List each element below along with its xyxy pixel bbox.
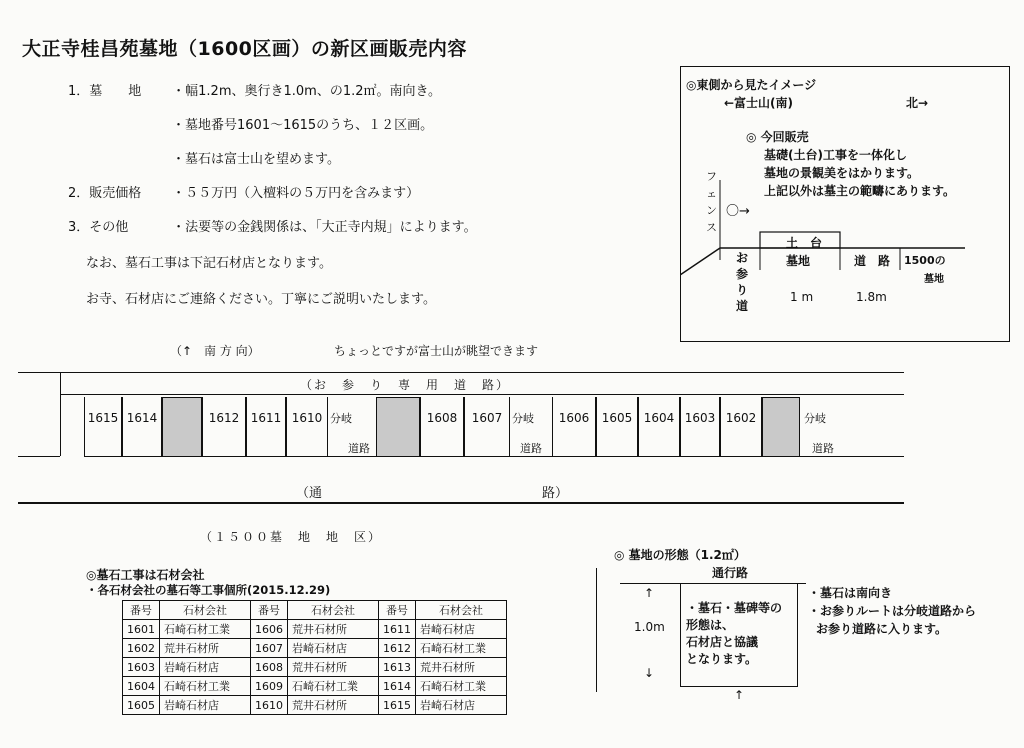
plot-number-cell: 1604: [123, 677, 160, 696]
area-label: （１５００墓 地 地 区）: [200, 530, 383, 544]
plot-1608: 1608: [420, 397, 464, 457]
company-cell: 岩崎石材店: [288, 639, 379, 658]
east-view-heading: ◎東側から見たイメージ: [686, 78, 817, 92]
company-cell: 岩崎石材店: [416, 696, 507, 715]
passage-label: 通行路: [712, 566, 749, 580]
plot-number-cell: 1609: [251, 677, 288, 696]
company-cell: 石崎石材工業: [160, 620, 251, 639]
plot-1604: 1604: [638, 397, 680, 457]
info-label-3: 3．その他: [68, 220, 129, 235]
table-row: [123, 658, 507, 677]
info-price: ・５５万円（入檀料の５万円を含みます）: [172, 186, 420, 201]
shape-heading: ◎ 墓地の形態（1.2㎡）: [614, 548, 746, 562]
info-item-2: [68, 182, 419, 201]
sale-line-2: 墓地の景観美をはかります。: [764, 166, 920, 180]
plot-number-cell: 1611: [379, 620, 416, 639]
sale-line-3: 上記以外は墓主の範疇にあります。: [764, 184, 956, 198]
area-1500-sub: 墓地: [924, 274, 944, 285]
east-view-profile: [680, 170, 1008, 340]
grave-plot-line: 形態は、: [686, 618, 735, 632]
grave-label: 墓地: [786, 254, 811, 268]
plot-number-cell: 1610: [251, 696, 288, 715]
table-row: [123, 677, 507, 696]
sale-heading: ◎ 今回販売: [746, 130, 809, 144]
grave-plot-line: ・墓石・墓碑等の: [686, 601, 783, 615]
col-header: 番号: [379, 601, 416, 620]
plot-number-cell: 1602: [123, 639, 160, 658]
company-cell: 荒井石材所: [288, 658, 379, 677]
companies-subheading: ・各石材会社の墓石等工事個所(2015.12.29): [86, 583, 331, 597]
company-cell: 岩崎石材店: [160, 658, 251, 677]
fence-label: フェンス: [706, 170, 717, 234]
company-cell: 石崎石材工業: [416, 677, 507, 696]
fuji-note: ちょっとですが富士山が眺望できます: [334, 344, 539, 358]
plot-number-cell: 1607: [251, 639, 288, 658]
map-left-border: [60, 372, 61, 456]
company-cell: 荒井石材所: [416, 658, 507, 677]
shape-left-line: [596, 568, 597, 692]
direction-south: ←富士山(南): [724, 96, 794, 110]
plot-1607: 1607: [464, 397, 510, 457]
info-note-1: なお、墓石工事は下記石材店となります。: [86, 256, 332, 271]
branch-label-3a: 分岐: [804, 412, 826, 425]
plot-sold: [762, 397, 800, 457]
grave-plot-line: となります。: [686, 652, 758, 666]
plot-1605: 1605: [596, 397, 638, 457]
width-road: 1.8m: [856, 290, 887, 304]
info-line-1c: ・墓石は富士山を望めます。: [172, 152, 340, 167]
viewpoint-marker: 〇→: [726, 204, 750, 219]
col-header: 番号: [123, 601, 160, 620]
plot-number-cell: 1606: [251, 620, 288, 639]
arrow-down-icon: ↓: [644, 666, 655, 680]
map-lower-line: [84, 456, 904, 457]
depth-label: 1.0m: [634, 620, 665, 634]
page-title: 大正寺桂昌苑墓地（1600区画）の新区画販売内容: [22, 38, 467, 60]
table-row: [123, 620, 507, 639]
approach-road-label: （お 参 り 専 用 道 路）: [300, 378, 511, 392]
col-header: 石材会社: [416, 601, 507, 620]
company-cell: 岩崎石材店: [160, 696, 251, 715]
plot-1602: 1602: [720, 397, 762, 457]
col-header: 番号: [251, 601, 288, 620]
branch-label-2a: 分岐: [512, 412, 534, 425]
info-label-2: 2．販売価格: [68, 186, 142, 201]
map-top-line: [18, 372, 904, 373]
company-cell: 石崎石材工業: [160, 677, 251, 696]
branch-label-1b: 道路: [348, 442, 370, 455]
table-row: [123, 639, 507, 658]
company-cell: 荒井石材所: [160, 639, 251, 658]
col-header: 石材会社: [160, 601, 251, 620]
company-cell: 石崎石材工業: [288, 677, 379, 696]
info-line-1a: ・幅1.2m、奥行き1.0m、の1.2㎡。南向き。: [172, 84, 441, 99]
plot-1606: 1606: [552, 397, 596, 457]
branch-label-1a: 分岐: [330, 412, 352, 425]
col-header: 石材会社: [288, 601, 379, 620]
table-row: [123, 696, 507, 715]
info-other: ・法要等の金銭関係は、「大正寺内規」によります。: [172, 220, 477, 235]
width-grave: 1 m: [790, 290, 814, 304]
plot-number-cell: 1614: [379, 677, 416, 696]
plot-1612: 1612: [202, 397, 246, 457]
companies-heading: ◎墓石工事は石材会社: [86, 568, 205, 582]
area-1500-label: 1500の: [904, 254, 946, 267]
plot-number-cell: 1605: [123, 696, 160, 715]
plot-number-cell: 1612: [379, 639, 416, 658]
plot-1610: 1610: [286, 397, 328, 457]
shape-note-2: ・お参りルートは分岐道路から: [808, 604, 977, 618]
plot-1603: 1603: [680, 397, 720, 457]
plot-1614: 1614: [122, 397, 162, 457]
branch-label-3b: 道路: [812, 442, 834, 455]
company-cell: 荒井石材所: [288, 696, 379, 715]
grave-plot-text: [686, 600, 796, 668]
company-cell: 石崎石材工業: [416, 639, 507, 658]
plot-number-cell: 1608: [251, 658, 288, 677]
info-line-1b: ・墓地番号1601～1615のうち、１２区画。: [172, 118, 434, 133]
info-item-3: [68, 216, 477, 235]
map-lower-left-line: [18, 456, 60, 457]
main-road-line: [18, 502, 904, 504]
plot-1615: 1615: [84, 397, 122, 457]
plot-number-cell: 1601: [123, 620, 160, 639]
plot-number-cell: 1615: [379, 696, 416, 715]
road-label: 道 路: [854, 254, 891, 268]
plot-number-cell: 1603: [123, 658, 160, 677]
south-direction: （↑ 南 方 向）: [170, 344, 260, 358]
plot-1611: 1611: [246, 397, 286, 457]
path-bottom-line: [60, 394, 904, 395]
sale-line-1: 基礎(土台)工事を一体化し: [764, 148, 907, 162]
direction-north: 北→: [906, 96, 929, 110]
grave-plot-line: 石材店と協議: [686, 635, 759, 649]
plot-number-cell: 1613: [379, 658, 416, 677]
shape-note-3: お参り道路に入ります。: [816, 622, 948, 636]
arrow-up-icon: ↑: [644, 586, 655, 600]
plot-sold: [376, 397, 420, 457]
main-road-label-right: 路）: [542, 486, 569, 501]
info-item-1: [68, 80, 441, 99]
entry-arrow-icon: ↑: [734, 688, 745, 702]
main-road-label-left: （通: [296, 486, 323, 501]
approach-path-label: お参り道: [736, 251, 749, 313]
branch-label-2b: 道路: [520, 442, 542, 455]
plot-sold: [162, 397, 202, 457]
info-note-2: お寺、石材店にご連絡ください。丁寧にご説明いたします。: [86, 292, 436, 307]
shape-note-1: ・墓石は南向き: [808, 586, 893, 600]
company-cell: 岩崎石材店: [416, 620, 507, 639]
companies-table: [122, 600, 507, 715]
info-label-1: 1．墓 地: [68, 84, 142, 99]
foundation-label: 土 台: [786, 236, 823, 250]
company-cell: 荒井石材所: [288, 620, 379, 639]
